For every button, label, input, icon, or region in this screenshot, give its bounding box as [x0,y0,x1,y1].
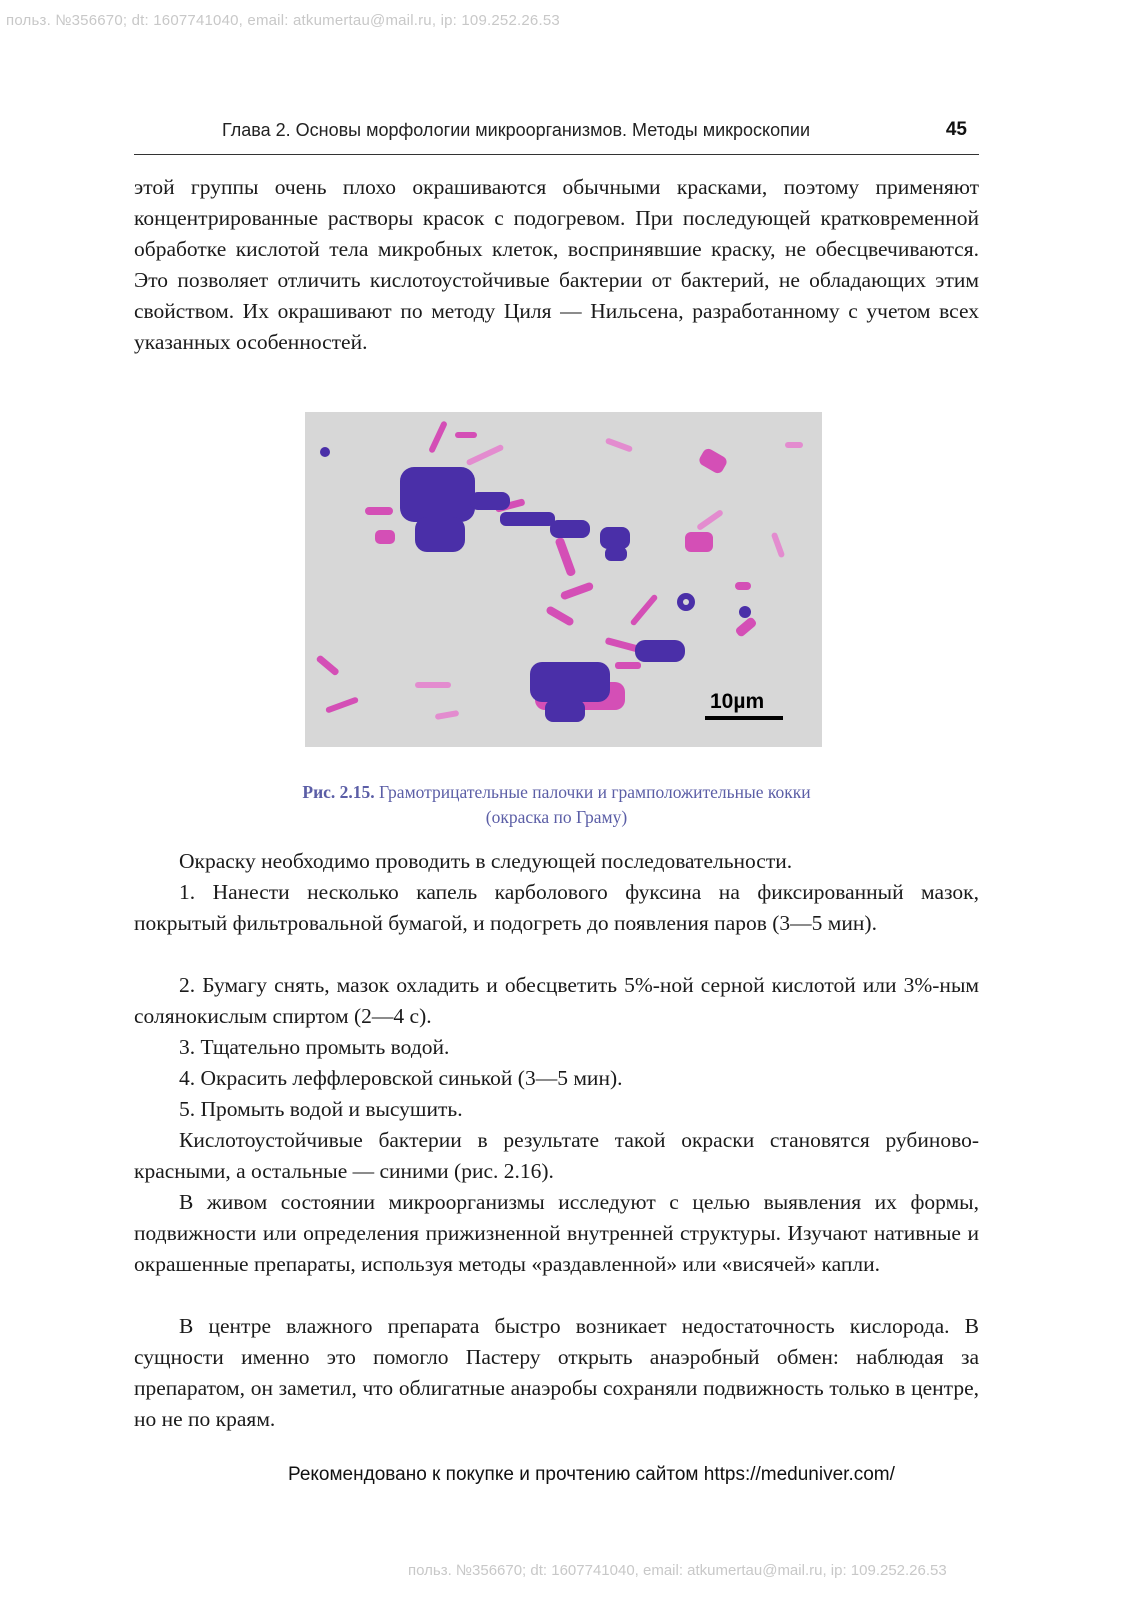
paragraph-living-state: В живом состоянии микроорганизмы исследуют с целью выявления их формы, подвижности или определения прижизненной внутренней структуры. Изучают нативные и окрашенные препараты, используя методы «раздавленной» или «висячей» капли. [134,1190,979,1276]
step-4: 4. Окрасить леффлеровской синькой (3—5 мин). [179,1066,623,1090]
micrograph-image [305,412,822,747]
micrograph-figure [305,412,822,747]
figure-label: Рис. 2.15. [302,782,375,802]
paragraph-acid-fast: Кислотоустойчивые бактерии в результате такой окраски становятся рубиново-красными, а остальные — синими (рис. 2.16). [134,1128,979,1183]
step-2: 2. Бумагу снять, мазок охладить и обесцветить 5%-ной серной кислотой или 3%-ным солянокислым спиртом (2—4 с). [134,973,979,1028]
watermark-top: польз. №356670; dt: 1607741040, email: atkumertau@mail.ru, ip: 109.252.26.53 [6,12,560,29]
step-5: 5. Промыть водой и высушить. [179,1097,463,1121]
watermark-bottom: польз. №356670; dt: 1607741040, email: atkumertau@mail.ru, ip: 109.252.26.53 [408,1562,947,1579]
caption-line-1: Грамотрицательные палочки и грамположительные кокки [379,782,811,802]
chapter-title: Глава 2. Основы морфологии микроорганизмов. Методы микроскопии [222,120,811,140]
footer-recommendation: Рекомендовано к покупке и прочтению сайтом https://meduniver.com/ [288,1464,895,1485]
step-3: 3. Тщательно промыть водой. [179,1035,450,1059]
running-head [134,114,979,155]
caption-line-2: (окраска по Граму) [485,807,628,827]
page-number: 45 [945,119,967,140]
scale-bar [705,716,783,720]
figure-caption [134,780,979,830]
step-1: 1. Нанести несколько капель карболового фуксина на фиксированный мазок, покрытый фильтровальной бумагой, и подогреть до появления паров (3—5 мин). [134,880,979,935]
paragraph-pasteur: В центре влажного препарата быстро возникает недостаточность кислорода. В сущности именно это помогло Пастеру открыть анаэробный обмен: наблюдая за препаратом, он заметил, что облигатные анаэробы сохраняли подвижность только в центре, но не по краям. [134,1314,979,1431]
scale-bar-label: 10µm [710,690,765,713]
paragraph-sequence-intro: Окраску необходимо проводить в следующей последовательности. [179,849,793,873]
intro-paragraph: этой группы очень плохо окрашиваются обычными красками, поэтому применяют концентрированные растворы красок с подогревом. При последующей кратковременной обработке кислотой тела микробных клеток, воспринявшие краску, не обесцвечиваются. Это позволяет отличить кислотоустойчивые бактерии от бактерий, не обладающих этим свойством. Их окрашивают по методу Циля — Нильсена, разработанному с учетом всех указанных особенностей. [134,175,979,354]
